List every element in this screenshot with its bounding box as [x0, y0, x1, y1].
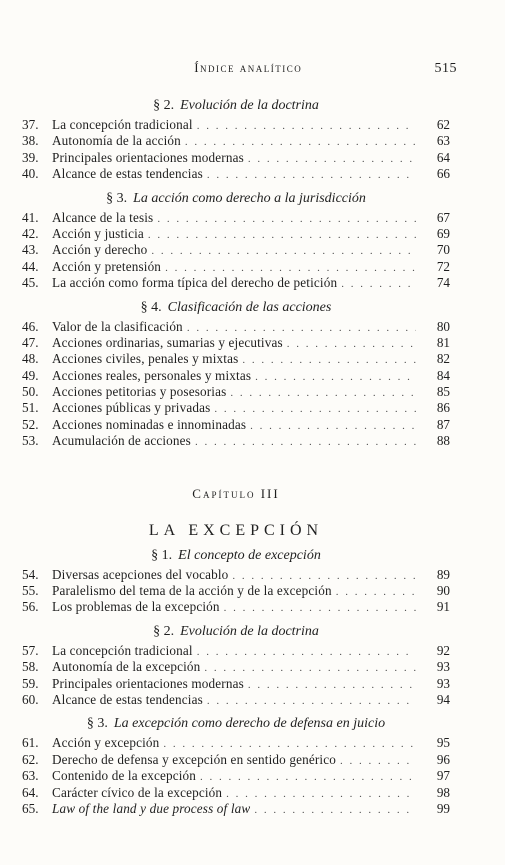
dot-leader: [148, 227, 416, 243]
entry-page: 99: [436, 800, 450, 816]
dot-leader: [207, 693, 416, 709]
entry-list: [22, 319, 450, 450]
entry-label: Paralelismo del tema de la acción y de la excepción: [52, 583, 332, 599]
section-title: La acción como derecho a la jurisdicción: [133, 190, 366, 206]
dot-leader: [207, 167, 416, 183]
dot-leader: [185, 134, 416, 150]
entry-label: Valor de la clasificación: [52, 318, 183, 334]
entry-label: Acción y justicia: [52, 225, 144, 241]
entry-label: Contenido de la excepción: [52, 768, 197, 784]
entry-number: 65.: [22, 800, 39, 816]
entry-page: 63: [436, 133, 450, 149]
toc-entry: [22, 384, 450, 400]
dot-leader: [242, 352, 416, 368]
toc-entry: [22, 785, 450, 801]
dot-leader: [340, 753, 416, 769]
entry-label: La concepción tradicional: [52, 117, 193, 132]
section-heading: [22, 189, 450, 208]
dot-leader: [255, 369, 416, 385]
toc-entry: [22, 801, 450, 817]
entry-label: Acción y pretensión: [52, 258, 162, 274]
dot-leader: [195, 434, 416, 450]
entry-list: [22, 210, 450, 292]
dot-leader: [250, 418, 416, 434]
entry-list: [22, 643, 450, 709]
entry-number: 57.: [22, 642, 39, 658]
entry-number: 44.: [22, 258, 39, 274]
entry-number: 59.: [22, 675, 39, 691]
section-heading: [22, 96, 450, 115]
toc-entry: [22, 210, 450, 226]
entry-label: Acciones públicas y privadas: [52, 400, 211, 416]
entry-page: 95: [436, 735, 450, 751]
entry-number: 38.: [22, 133, 39, 149]
entry-label: Alcance de estas tendencias: [52, 691, 203, 707]
section-symbol: § 3.: [86, 716, 108, 732]
entry-label: Carácter cívico de la excepción: [52, 784, 223, 800]
entry-page: 93: [436, 659, 450, 675]
entry-number: 62.: [22, 751, 39, 767]
dot-leader: [200, 769, 416, 785]
toc-entry: [22, 417, 450, 433]
entry-label: Diversas acepciones del vocablo: [52, 566, 229, 582]
entry-label: Acción y excepción: [52, 735, 160, 751]
entry-number: 37.: [22, 117, 39, 132]
toc-entry: [22, 768, 450, 784]
entry-label: Acción y derecho: [52, 242, 148, 258]
section-title: Evolución de la doctrina: [180, 623, 319, 639]
entry-number: 64.: [22, 784, 39, 800]
section-heading: [22, 546, 450, 565]
toc-entry: [22, 319, 450, 335]
dot-leader: [224, 600, 416, 616]
entry-label: Los problemas de la excepción: [52, 599, 220, 615]
toc-entry: [22, 676, 450, 692]
entry-label: Autonomía de la acción: [52, 133, 181, 149]
entry-page: 82: [436, 351, 450, 367]
entry-page: 70: [436, 242, 450, 258]
entry-page: 67: [436, 209, 450, 225]
entry-label: Acciones reales, personales y mixtas: [52, 367, 252, 383]
entry-label: Acciones nominadas e innominadas: [52, 416, 247, 432]
entry-page: 62: [436, 117, 450, 132]
section-symbol: § 4.: [140, 299, 162, 315]
entry-label: Alcance de la tesis: [52, 209, 154, 225]
entry-page: 92: [436, 642, 450, 658]
toc-entry: [22, 275, 450, 291]
section-title: Clasificación de las acciones: [167, 299, 332, 315]
entry-page: 74: [436, 275, 450, 291]
entry-number: 43.: [22, 242, 39, 258]
section-symbol: § 2.: [153, 623, 175, 639]
dot-leader: [248, 151, 416, 167]
dot-leader: [197, 644, 416, 660]
entry-number: 52.: [22, 416, 39, 432]
section-symbol: § 3.: [106, 190, 128, 206]
entry-number: 60.: [22, 691, 39, 707]
entry-number: 61.: [22, 735, 39, 751]
entry-number: 63.: [22, 768, 39, 784]
entry-label: La concepción tradicional: [52, 642, 193, 658]
entry-label: Acciones ordinarias, sumarias y ejecutivas: [52, 334, 283, 350]
entry-number: 50.: [22, 384, 39, 400]
entry-label: Acciones civiles, penales y mixtas: [52, 351, 239, 367]
entry-page: 93: [436, 675, 450, 691]
entry-number: 55.: [22, 583, 39, 599]
section-title: El concepto de excepción: [178, 547, 321, 563]
running-head: [22, 60, 457, 77]
section-heading: [22, 622, 450, 641]
entry-page: 94: [436, 691, 450, 707]
entry-label: Principales orientaciones modernas: [52, 149, 244, 165]
toc-entry: [22, 659, 450, 675]
toc-entry: [22, 692, 450, 708]
entry-number: 42.: [22, 225, 39, 241]
toc-entry: [22, 599, 450, 615]
chapter-title: LA EXCEPCIÓN: [148, 521, 324, 539]
entry-label: Principales orientaciones modernas: [52, 675, 244, 691]
dot-leader: [230, 385, 416, 401]
entry-label: Law of the land y due process of law: [52, 800, 251, 816]
chapter-label: Capítulo III: [192, 485, 280, 501]
entry-page: 86: [436, 400, 450, 416]
toc-entry: [22, 242, 450, 258]
toc-entry: [22, 259, 450, 275]
entry-page: 64: [436, 149, 450, 165]
dot-leader: [187, 320, 416, 336]
entry-page: 98: [436, 784, 450, 800]
dot-leader: [248, 677, 416, 693]
toc-entry: [22, 150, 450, 166]
dot-leader: [204, 660, 416, 676]
entry-label: La acción como forma típica del derecho de petición: [52, 275, 338, 291]
toc-entry: [22, 133, 450, 149]
toc-entry: [22, 583, 450, 599]
entry-number: 40.: [22, 166, 39, 182]
dot-leader: [341, 276, 416, 292]
entry-page: 81: [436, 334, 450, 350]
entry-page: 97: [436, 768, 450, 784]
toc-entry: [22, 166, 450, 182]
entry-number: 41.: [22, 209, 39, 225]
entry-label: Alcance de estas tendencias: [52, 166, 203, 182]
dot-leader: [232, 568, 416, 584]
section-title: La excepción como derecho de defensa en juicio: [113, 716, 386, 732]
toc-entry: [22, 335, 450, 351]
entry-page: 96: [436, 751, 450, 767]
toc-entry: [22, 351, 450, 367]
dot-leader: [214, 401, 416, 417]
entry-label: Acumulación de acciones: [52, 433, 191, 449]
toc-entry: [22, 400, 450, 416]
page-number: 515: [434, 61, 457, 76]
dot-leader: [165, 260, 416, 276]
entry-page: 88: [436, 433, 450, 449]
section-symbol: § 2.: [153, 98, 175, 113]
toc-entry: [22, 226, 450, 242]
toc-groups-top: [22, 96, 450, 450]
toc-entry: [22, 368, 450, 384]
entry-list: [22, 567, 450, 616]
dot-leader: [287, 336, 416, 352]
entry-label: Autonomía de la excepción: [52, 659, 201, 675]
toc-entry: [22, 752, 450, 768]
section-heading: [22, 298, 450, 317]
entry-number: 39.: [22, 149, 39, 165]
entry-page: 85: [436, 384, 450, 400]
entry-number: 47.: [22, 334, 39, 350]
table-of-contents: [22, 96, 450, 823]
toc-entry: [22, 567, 450, 583]
dot-leader: [336, 584, 416, 600]
dot-leader: [254, 802, 416, 818]
dot-leader: [157, 211, 416, 227]
entry-number: 51.: [22, 400, 39, 416]
section-heading: [22, 714, 450, 733]
toc-entry: [22, 433, 450, 449]
entry-number: 49.: [22, 367, 39, 383]
entry-list: [22, 735, 450, 817]
entry-page: 66: [436, 166, 450, 182]
toc-entry: [22, 735, 450, 751]
entry-page: 84: [436, 367, 450, 383]
dot-leader: [151, 243, 416, 259]
entry-number: 53.: [22, 433, 39, 449]
dot-leader: [163, 736, 416, 752]
entry-page: 80: [436, 318, 450, 334]
entry-label: Derecho de defensa y excepción en sentido genérico: [52, 751, 336, 767]
entry-number: 58.: [22, 659, 39, 675]
toc-entry: [22, 117, 450, 133]
entry-number: 56.: [22, 599, 39, 615]
entry-page: 72: [436, 258, 450, 274]
entry-page: 90: [436, 583, 450, 599]
dot-leader: [197, 118, 416, 134]
entry-number: 48.: [22, 351, 39, 367]
entry-page: 69: [436, 225, 450, 241]
dot-leader: [226, 786, 416, 802]
toc-entry: [22, 643, 450, 659]
toc-groups-bottom: [22, 546, 450, 818]
entry-page: 91: [436, 599, 450, 615]
section-symbol: § 1.: [151, 547, 173, 563]
entry-number: 46.: [22, 318, 39, 334]
entry-page: 89: [436, 566, 450, 582]
entry-number: 54.: [22, 566, 39, 582]
entry-list: [22, 117, 450, 183]
section-title: Evolución de la doctrina: [180, 98, 319, 113]
entry-page: 87: [436, 416, 450, 432]
entry-label: Acciones petitorias y posesorias: [52, 384, 227, 400]
running-title: Índice analítico: [194, 60, 303, 75]
entry-number: 45.: [22, 275, 39, 291]
